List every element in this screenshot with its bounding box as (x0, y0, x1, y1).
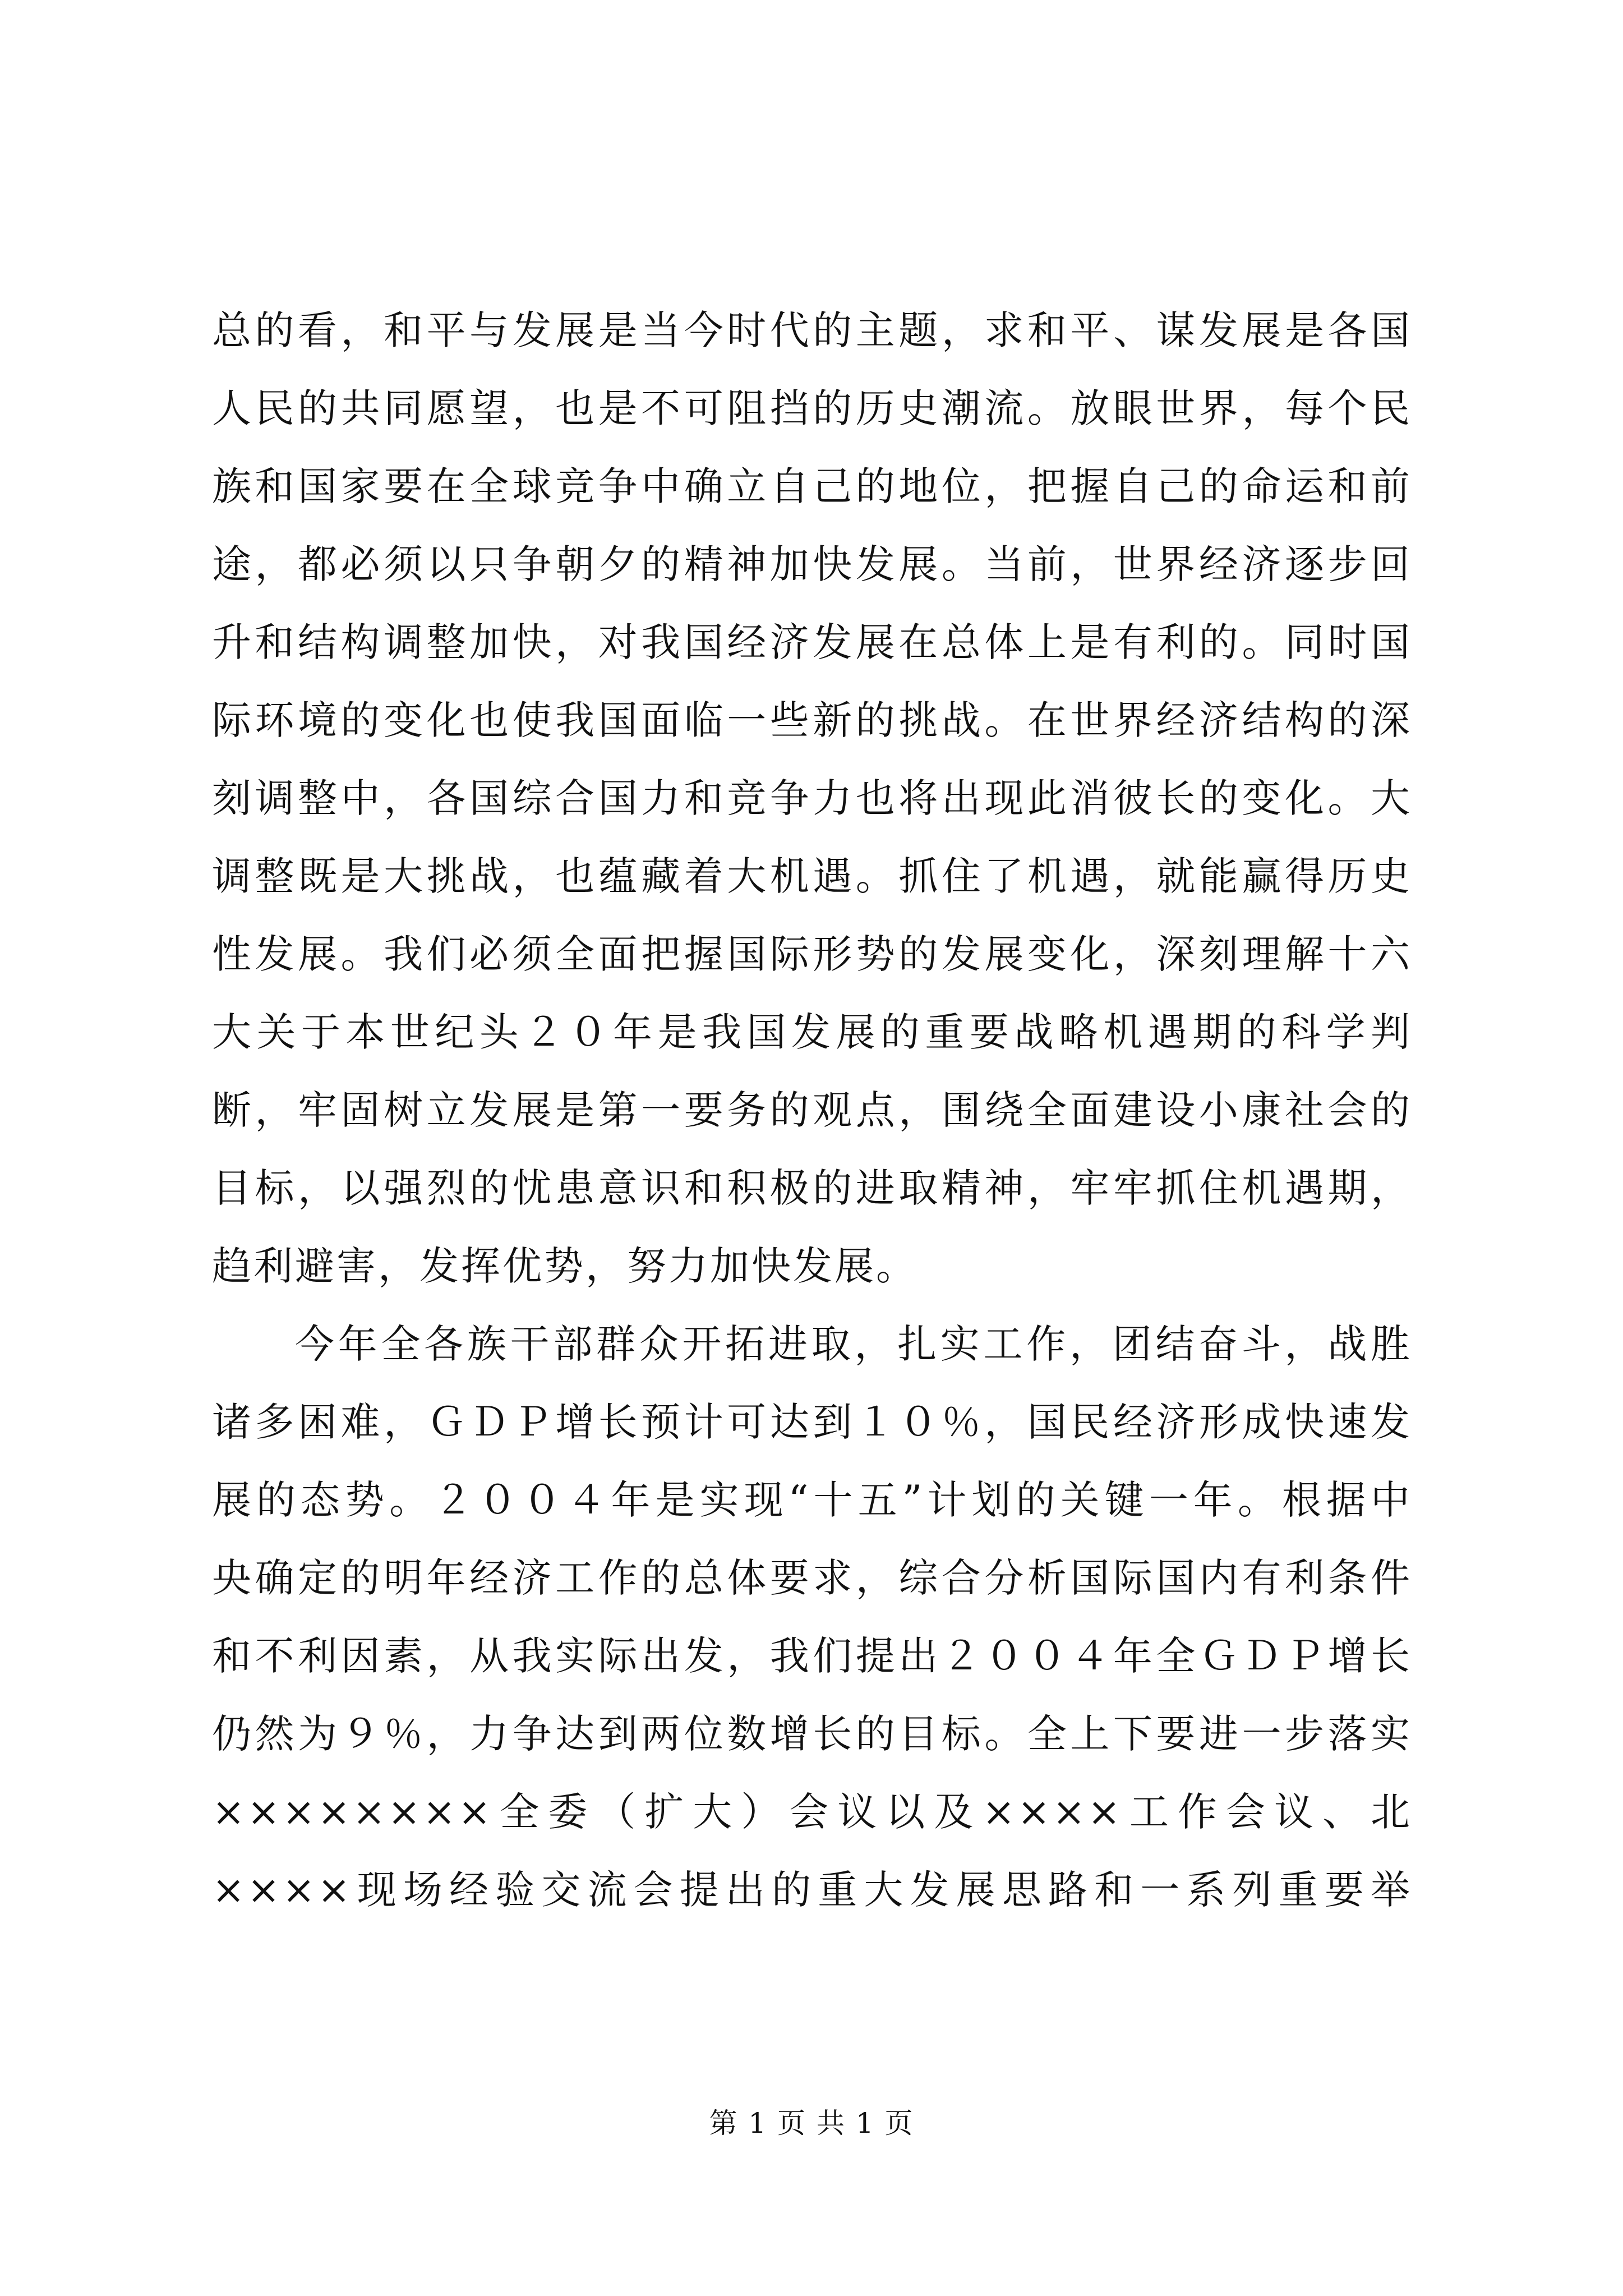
paragraph-line: 和不利因素，从我实际出发，我们提出２００４年全ＧＤＰ增长 (212, 1633, 1412, 1679)
paragraph-line: 途，都必须以只争朝夕的精神加快发展。当前，世界经济逐步回 (212, 541, 1412, 587)
paragraph-line: 今年全各族干部群众开拓进取，扎实工作，团结奋斗，战胜 (295, 1321, 1412, 1367)
paragraph-line: 诸多困难，ＧＤＰ增长预计可达到１０％，国民经济形成快速发 (212, 1399, 1412, 1445)
paragraph-line: 目标，以强烈的忧患意识和积极的进取精神，牢牢抓住机遇期， (212, 1165, 1412, 1211)
paragraph-line: ××××现场经验交流会提出的重大发展思路和一系列重要举 (212, 1867, 1412, 1913)
paragraph-line: 调整既是大挑战，也蕴藏着大机遇。抓住了机遇，就能赢得历史 (212, 853, 1412, 899)
paragraph-line: 性发展。我们必须全面把握国际形势的发展变化，深刻理解十六 (212, 931, 1412, 977)
paragraph-line: 央确定的明年经济工作的总体要求，综合分析国际国内有利条件 (212, 1555, 1412, 1601)
paragraph-line: 总的看，和平与发展是当今时代的主题，求和平、谋发展是各国 (212, 307, 1412, 353)
page-number-footer: 第 1 页 共 1 页 (709, 2107, 914, 2139)
paragraph-line: 趋利避害，发挥优势，努力加快发展。 (212, 1243, 917, 1289)
paragraph-line: ××××××××全委（扩大）会议以及××××工作会议、北 (212, 1789, 1412, 1835)
paragraph-line: 仍然为９％，力争达到两位数增长的目标。全上下要进一步落实 (212, 1711, 1412, 1757)
paragraph-line: 刻调整中，各国综合国力和竞争力也将出现此消彼长的变化。大 (212, 775, 1412, 821)
document-body (212, 292, 1412, 1929)
paragraph-line: 断，牢固树立发展是第一要务的观点，围绕全面建设小康社会的 (212, 1087, 1412, 1133)
paragraph-line: 升和结构调整加快，对我国经济发展在总体上是有利的。同时国 (212, 619, 1412, 665)
paragraph-line: 族和国家要在全球竞争中确立自己的地位，把握自己的命运和前 (212, 463, 1412, 509)
paragraph-line: 际环境的变化也使我国面临一些新的挑战。在世界经济结构的深 (212, 697, 1412, 743)
paragraph-line: 展的态势。２００４年是实现“十五”计划的关键一年。根据中 (212, 1477, 1412, 1523)
paragraph-line: 人民的共同愿望，也是不可阻挡的历史潮流。放眼世界，每个民 (212, 385, 1412, 431)
paragraph-line: 大关于本世纪头２０年是我国发展的重要战略机遇期的科学判 (212, 1009, 1412, 1055)
